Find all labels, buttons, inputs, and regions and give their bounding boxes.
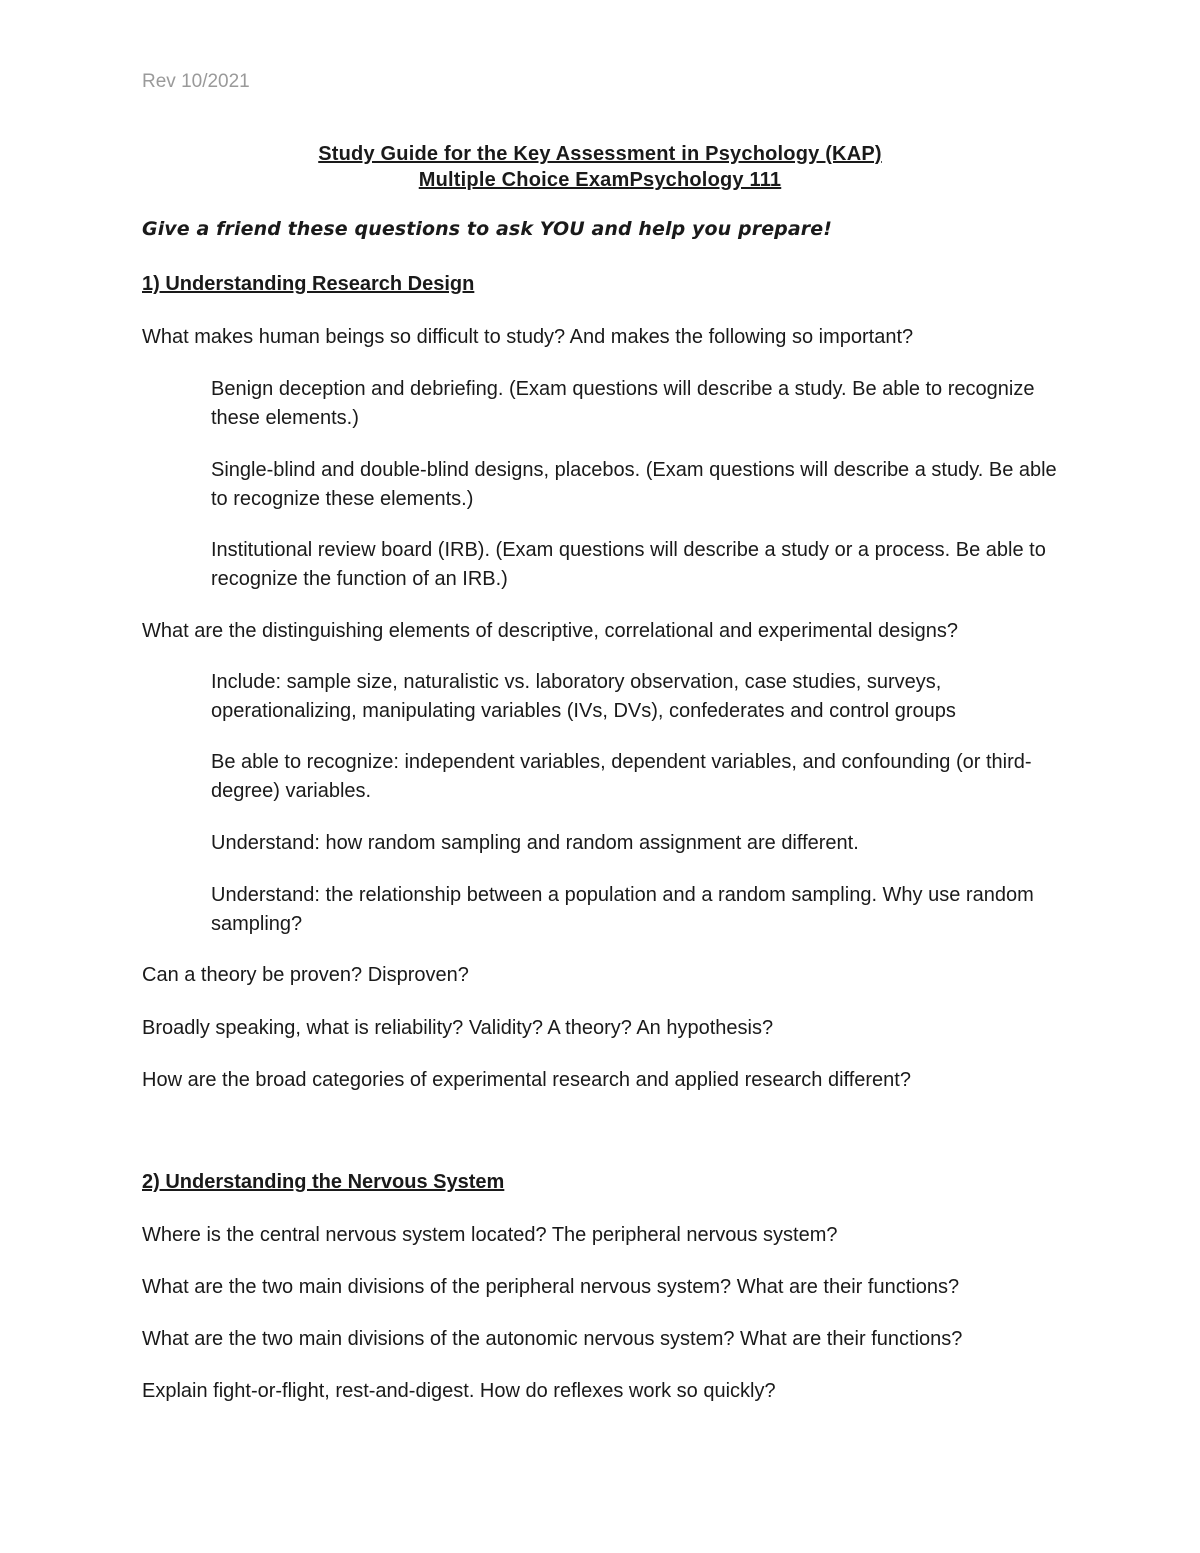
- question: Where is the central nervous system located? The peripheral nervous system?: [142, 1224, 838, 1246]
- question: Broadly speaking, what is reliability? Validity? A theory? An hypothesis?: [142, 1017, 774, 1039]
- title-course: Psychology 111: [629, 169, 782, 191]
- sub-item: Single-blind and double-blind designs, placebos. (Exam questions will describe a study. Be able to recognize these elements.): [211, 459, 1057, 510]
- question: Explain fight-or-flight, rest-and-digest. How do reflexes work so quickly?: [142, 1380, 776, 1402]
- section-heading-nervous-system: 2) Understanding the Nervous System: [142, 1171, 505, 1193]
- sub-item: Be able to recognize: independent variables, dependent variables, and confounding (or third-degree) variables.: [211, 751, 1032, 802]
- sub-item: Benign deception and debriefing. (Exam questions will describe a study. Be able to recognize these elements.): [211, 378, 1035, 429]
- sub-item: Understand: the relationship between a population and a random sampling. Why use random sampling?: [211, 884, 1034, 935]
- question: What makes human beings so difficult to study? And makes the following so important?: [142, 326, 914, 348]
- question: What are the two main divisions of the autonomic nervous system? What are their functions?: [142, 1328, 963, 1350]
- title-line-2: [0, 167, 1200, 193]
- document-title: [0, 141, 1200, 193]
- question: How are the broad categories of experimental research and applied research different?: [142, 1069, 911, 1091]
- revision-label: Rev 10/2021: [142, 71, 250, 92]
- section-heading-research-design: 1) Understanding Research Design: [142, 273, 475, 295]
- question: What are the distinguishing elements of descriptive, correlational and experimental designs?: [142, 620, 959, 642]
- sub-item: Include: sample size, naturalistic vs. laboratory observation, case studies, surveys, operationalizing, manipulating variables (IVs, DVs), confederates and control groups: [211, 671, 956, 722]
- sub-item: Institutional review board (IRB). (Exam questions will describe a study or a process. Be able to recognize the function of an IRB.): [211, 539, 1046, 590]
- question: Can a theory be proven? Disproven?: [142, 964, 469, 986]
- title-line-1: Study Guide for the Key Assessment in Psychology (KAP): [318, 143, 882, 165]
- sub-item: Understand: how random sampling and random assignment are different.: [211, 832, 859, 854]
- tagline: Give a friend these questions to ask YOU and help you prepare!: [142, 218, 833, 240]
- question: What are the two main divisions of the peripheral nervous system? What are their functions?: [142, 1276, 960, 1298]
- title-exam-type: Multiple Choice Exam: [418, 169, 630, 191]
